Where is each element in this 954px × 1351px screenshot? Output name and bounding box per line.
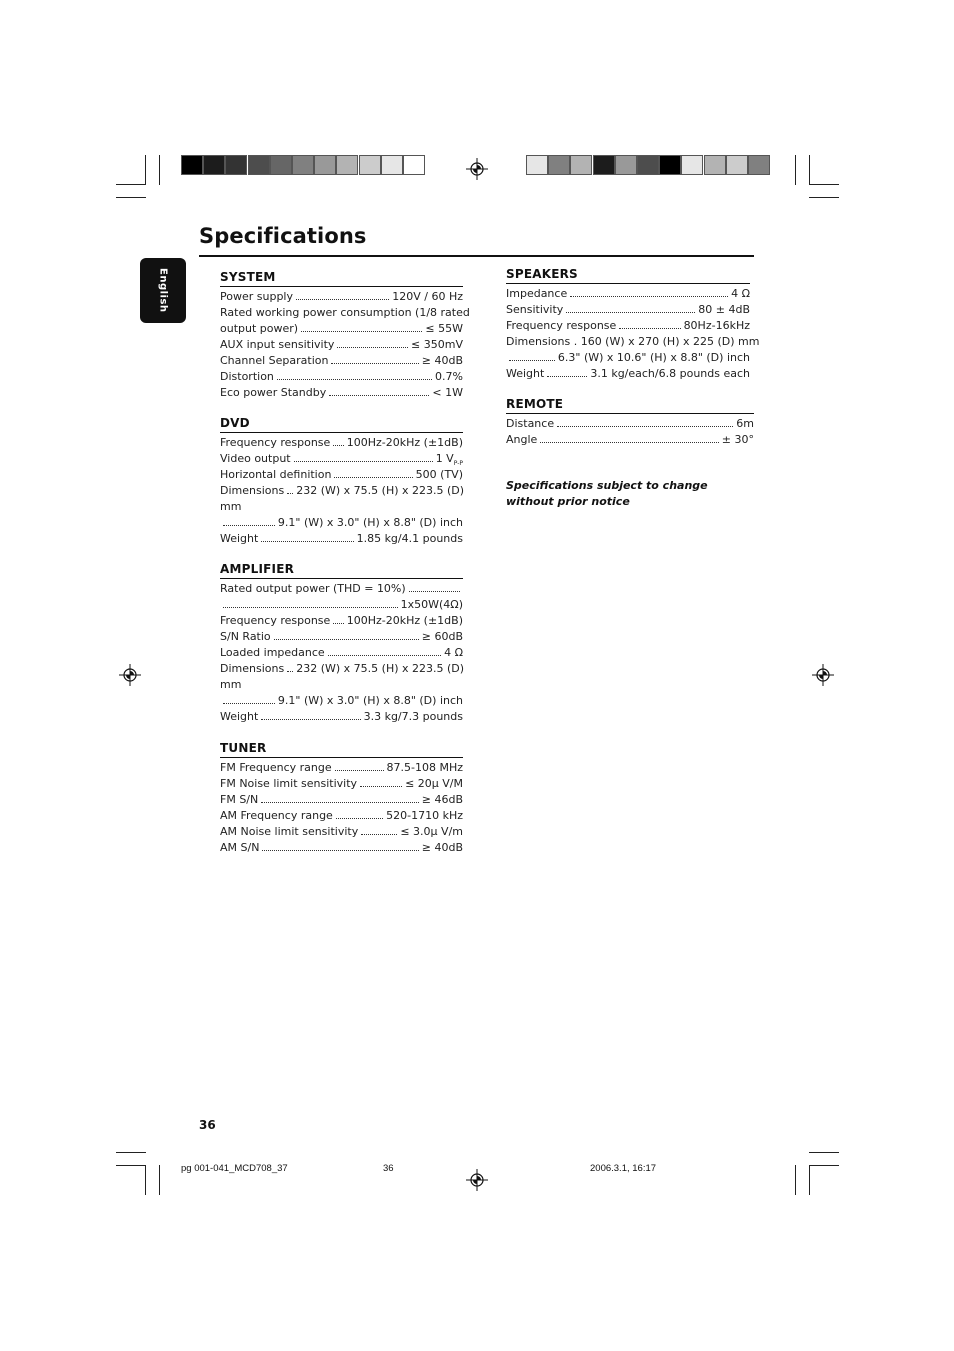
dot-leader <box>566 312 695 313</box>
spec-value <box>444 645 463 661</box>
spec-value <box>392 289 463 305</box>
dot-leader <box>328 655 441 656</box>
dot-leader <box>296 299 389 300</box>
page-title: Specifications <box>199 224 367 248</box>
spec-value <box>684 318 750 334</box>
spec-row <box>506 286 750 302</box>
dot-leader <box>360 786 402 787</box>
dot-leader <box>337 347 408 348</box>
spec-row <box>220 792 463 808</box>
spec-label: AM Frequency range <box>220 809 333 822</box>
color-swatch <box>359 155 381 175</box>
dot-leader <box>287 493 293 494</box>
spec-value <box>422 792 463 808</box>
spec-value <box>425 321 463 337</box>
crop-mark <box>809 197 839 198</box>
title-divider <box>199 255 754 257</box>
spec-label: Dimensions <box>220 662 285 675</box>
spec-value-text: < 1W <box>432 386 463 399</box>
spec-row <box>220 693 463 709</box>
spec-value <box>432 385 463 401</box>
spec-value <box>731 286 750 302</box>
dot-leader <box>570 296 728 297</box>
crop-mark <box>145 1165 146 1195</box>
dot-leader <box>547 376 587 377</box>
language-tab <box>140 258 186 323</box>
spec-value-text: 1.85 kg/4.1 pounds <box>356 532 463 545</box>
section-system <box>220 270 470 401</box>
disclaimer-note: Specifications subject to change without prior notice <box>506 479 708 508</box>
spec-value <box>296 661 464 677</box>
spec-value-text: 500 (TV) <box>415 468 463 481</box>
spec-label: S/N Ratio <box>220 630 271 643</box>
spec-value <box>278 693 463 709</box>
color-swatch <box>704 155 726 175</box>
spec-row <box>220 613 463 629</box>
crop-mark <box>809 1165 810 1195</box>
spec-label: Frequency response <box>220 614 331 627</box>
spec-label: Dimensions <box>220 484 285 497</box>
spec-row <box>220 305 470 321</box>
dot-leader <box>557 426 733 427</box>
spec-row <box>506 334 760 350</box>
spec-row <box>220 629 463 645</box>
spec-value <box>422 840 463 856</box>
spec-row <box>220 824 463 840</box>
registration-mark-icon <box>466 158 488 180</box>
spec-value-text: ≤ 55W <box>425 322 463 335</box>
spec-value-text: 232 (W) x 75.5 (H) x 223.5 (D) <box>296 484 465 497</box>
spec-label: AUX input sensitivity <box>220 338 335 351</box>
dot-leader <box>619 328 680 329</box>
spec-row <box>220 808 463 824</box>
registration-mark-icon <box>466 1169 488 1191</box>
spec-label: Eco power Standby <box>220 386 327 399</box>
spec-row <box>220 289 463 305</box>
spec-value <box>422 629 463 645</box>
spec-value-text: ≥ 60dB <box>421 630 463 643</box>
spec-value-text: 232 (W) x 75.5 (H) x 223.5 (D) <box>296 662 465 675</box>
spec-label: Distortion <box>220 370 274 383</box>
crop-mark <box>116 1152 146 1153</box>
spec-value-text: 1x50W(4Ω) <box>400 598 463 611</box>
dot-leader <box>333 623 343 624</box>
spec-value-text: ≤ 20µ V/M <box>405 777 463 790</box>
color-swatch <box>292 155 314 175</box>
crop-mark <box>116 184 146 185</box>
spec-value-text: 100Hz-20kHz (±1dB) <box>346 614 463 627</box>
spec-row <box>506 318 750 334</box>
dot-leader <box>223 703 275 704</box>
color-swatch <box>526 155 548 175</box>
spec-value-text: ± 30° <box>721 433 754 446</box>
crop-mark <box>795 155 796 185</box>
color-swatch <box>314 155 336 175</box>
spec-value-text: 80 ± 4dB <box>698 303 750 316</box>
spec-row <box>220 483 463 499</box>
spec-value-text: 6m <box>736 417 754 430</box>
section-heading: SPEAKERS <box>506 267 750 284</box>
color-swatch <box>225 155 247 175</box>
spec-value-text: 9.1" (W) x 3.0" (H) x 8.8" (D) inch <box>277 516 463 529</box>
spec-label: AM S/N <box>220 841 260 854</box>
spec-value-text: 520-1710 kHz <box>386 809 463 822</box>
spec-row <box>220 661 463 677</box>
spec-row <box>506 350 750 366</box>
dot-leader <box>261 541 353 542</box>
spec-value <box>357 531 463 547</box>
spec-value <box>401 597 463 613</box>
color-swatch <box>403 155 425 175</box>
spec-row <box>220 531 463 547</box>
spec-label: Rated output power (THD = 10%) <box>220 582 406 595</box>
spec-row <box>220 597 463 613</box>
spec-label: Dimensions . 160 (W) x 270 (H) x 225 (D) mm <box>506 335 760 348</box>
spec-value-text: 4 Ω <box>731 287 750 300</box>
spec-value-text: ≤ 3.0µ V/m <box>400 825 463 838</box>
spec-value-text: 1 V <box>435 452 454 465</box>
section-amplifier <box>220 562 463 725</box>
spec-label: Distance <box>506 417 555 430</box>
spec-row <box>220 337 463 353</box>
spec-value <box>400 824 463 840</box>
color-swatch <box>570 155 592 175</box>
spec-value-text: 80Hz-16kHz <box>683 319 750 332</box>
color-swatch <box>615 155 637 175</box>
spec-value-text: 0.7% <box>435 370 463 383</box>
spec-value <box>558 350 750 366</box>
dot-leader <box>336 818 383 819</box>
spec-value-text: ≥ 40dB <box>421 841 463 854</box>
spec-row <box>220 451 463 467</box>
spec-value <box>422 353 463 369</box>
spec-row <box>220 499 463 515</box>
spec-row <box>220 677 463 693</box>
color-swatch <box>248 155 270 175</box>
dot-leader <box>287 671 293 672</box>
dot-leader <box>333 445 343 446</box>
spec-label: Angle <box>506 433 538 446</box>
color-swatch <box>270 155 292 175</box>
dot-leader <box>223 525 275 526</box>
spec-row <box>506 366 750 382</box>
spec-value <box>347 613 463 629</box>
spec-label: Loaded impedance <box>220 646 325 659</box>
spec-label: mm <box>220 500 242 513</box>
spec-label: Rated working power consumption (1/8 rated <box>220 306 470 319</box>
section-dvd <box>220 416 463 547</box>
spec-value-text: 3.1 kg/each/6.8 pounds each <box>590 367 750 380</box>
dot-leader <box>540 442 718 443</box>
section-heading: REMOTE <box>506 397 754 414</box>
spec-value <box>386 808 463 824</box>
dot-leader <box>262 850 418 851</box>
color-swatch <box>681 155 703 175</box>
spec-value-text: 100Hz-20kHz (±1dB) <box>346 436 463 449</box>
spec-value <box>405 776 463 792</box>
section-remote <box>506 397 754 448</box>
spec-row <box>220 581 463 597</box>
section-heading: TUNER <box>220 741 463 758</box>
dot-leader <box>277 379 432 380</box>
crop-mark <box>116 1165 146 1166</box>
spec-label: Impedance <box>506 287 568 300</box>
spec-row <box>220 515 463 531</box>
color-swatch <box>726 155 748 175</box>
color-swatch <box>637 155 659 175</box>
section-heading: DVD <box>220 416 463 433</box>
spec-label: Weight <box>506 367 545 380</box>
crop-mark <box>159 1165 160 1195</box>
spec-value <box>435 369 463 385</box>
spec-row <box>220 760 463 776</box>
spec-label: mm <box>220 678 242 691</box>
dot-leader <box>509 360 555 361</box>
crop-mark <box>795 1165 796 1195</box>
page-number: 36 <box>199 1118 216 1132</box>
dot-leader <box>301 331 422 332</box>
spec-value <box>296 483 464 499</box>
spec-row <box>220 321 463 337</box>
section-heading: AMPLIFIER <box>220 562 463 579</box>
spec-value-text: 6.3" (W) x 10.6" (H) x 8.8" (D) inch <box>557 351 750 364</box>
spec-label: Frequency response <box>220 436 331 449</box>
spec-row <box>220 385 463 401</box>
spec-row <box>220 435 463 451</box>
spec-value-text: 3.3 kg/7.3 pounds <box>363 710 463 723</box>
spec-value-text: ≥ 40dB <box>421 354 463 367</box>
spec-row <box>506 432 754 448</box>
dot-leader <box>361 834 397 835</box>
dot-leader <box>329 395 429 396</box>
footer-page: 36 <box>383 1163 394 1174</box>
registration-mark-icon <box>119 664 141 686</box>
crop-mark <box>116 197 146 198</box>
color-swatch <box>381 155 403 175</box>
spec-value-text: 9.1" (W) x 3.0" (H) x 8.8" (D) inch <box>277 694 463 707</box>
spec-label: FM Frequency range <box>220 761 332 774</box>
spec-label: Channel Separation <box>220 354 329 367</box>
dot-leader <box>334 477 412 478</box>
dot-leader <box>223 607 398 608</box>
spec-row <box>506 302 750 318</box>
spec-row <box>220 369 463 385</box>
spec-label: Video output <box>220 452 291 465</box>
dot-leader <box>294 461 433 462</box>
spec-value-text: 4 Ω <box>444 646 463 659</box>
color-swatch <box>336 155 358 175</box>
spec-label: Weight <box>220 710 259 723</box>
crop-mark <box>809 1165 839 1166</box>
spec-value <box>736 416 754 432</box>
footer-file-name: pg 001-041_MCD708_37 <box>181 1163 288 1174</box>
spec-value <box>347 435 463 451</box>
crop-mark <box>145 155 146 185</box>
dot-leader <box>335 770 384 771</box>
spec-value <box>722 432 754 448</box>
language-tab-label: English <box>157 268 169 313</box>
footer-timestamp: 2006.3.1, 16:17 <box>590 1163 657 1174</box>
dot-leader <box>261 802 419 803</box>
dot-leader <box>409 591 460 592</box>
spec-label: Frequency response <box>506 319 617 332</box>
spec-label: FM S/N <box>220 793 259 806</box>
section-speakers <box>506 267 760 382</box>
color-swatch <box>203 155 225 175</box>
spec-label: FM Noise limit sensitivity <box>220 777 358 790</box>
spec-value <box>387 760 464 776</box>
spec-row <box>506 416 754 432</box>
spec-label: Weight <box>220 532 259 545</box>
spec-value <box>278 515 463 531</box>
spec-value <box>590 366 750 382</box>
spec-value <box>411 337 463 353</box>
spec-value <box>698 302 750 318</box>
spec-row <box>220 840 463 856</box>
dot-leader <box>331 363 418 364</box>
spec-row <box>220 467 463 483</box>
spec-label: output power) <box>220 322 299 335</box>
dot-leader <box>261 719 360 720</box>
spec-label: Power supply <box>220 290 293 303</box>
dot-leader <box>274 639 419 640</box>
color-swatch <box>659 155 681 175</box>
spec-row <box>220 645 463 661</box>
spec-label: Sensitivity <box>506 303 564 316</box>
section-heading: SYSTEM <box>220 270 463 287</box>
spec-row <box>220 353 463 369</box>
spec-label: AM Noise limit sensitivity <box>220 825 359 838</box>
crop-mark <box>809 184 839 185</box>
spec-value-subscript: P-P <box>453 460 463 468</box>
spec-value-text: ≤ 350mV <box>411 338 463 351</box>
spec-label: Horizontal definition <box>220 468 332 481</box>
crop-mark <box>809 1152 839 1153</box>
registration-mark-icon <box>812 664 834 686</box>
color-swatch <box>181 155 203 175</box>
spec-value <box>364 709 463 725</box>
color-swatch <box>593 155 615 175</box>
spec-row <box>220 709 463 725</box>
color-swatch <box>748 155 770 175</box>
color-swatch <box>548 155 570 175</box>
section-tuner <box>220 741 463 856</box>
spec-row <box>220 776 463 792</box>
spec-value <box>416 467 463 483</box>
spec-value-text: 87.5-108 MHz <box>386 761 463 774</box>
spec-value-text: 120V / 60 Hz <box>392 290 463 303</box>
crop-mark <box>809 155 810 185</box>
spec-value-text: ≥ 46dB <box>421 793 463 806</box>
crop-mark <box>159 155 160 185</box>
